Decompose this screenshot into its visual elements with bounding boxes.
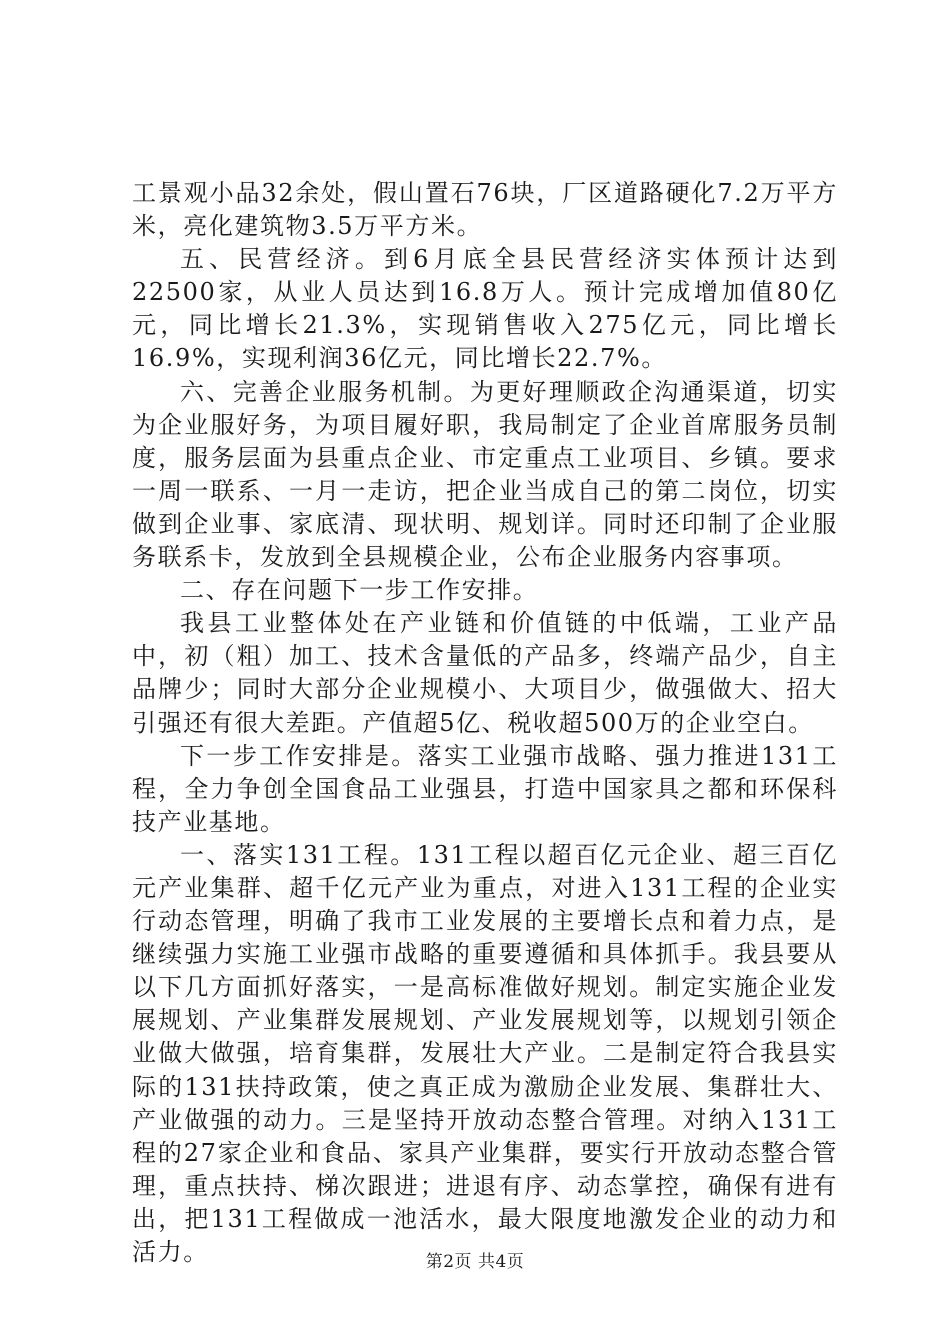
paragraph-next-steps: 下一步工作安排是。落实工业强市战略、强力推进131工程，全力争创全国食品工业强县，打造中国家具之都和环保科技产业基地。 bbox=[132, 741, 838, 836]
paragraph-service-mechanism: 六、完善企业服务机制。为更好理顺政企沟通渠道，切实为企业服好务，为项目履好职，我局制定了企业首席服务员制度，服务层面为县重点企业、市定重点工业项目、乡镇。要求一周一联系、一月一走访，把企业当成自己的第二岗位，切实做到企业事、家底清、现状明、规划详。同时还印制了企业服务联系卡，发放到全县规模企业，公布企业服务内容事项。 bbox=[132, 377, 838, 572]
section-heading-problems: 二、存在问题下一步工作安排。 bbox=[180, 576, 539, 605]
page-number-footer: 第2页 共4页 bbox=[425, 1252, 525, 1272]
paragraph-problems: 我县工业整体处在产业链和价值链的中低端，工业产品中，初（粗）加工、技术含量低的产品多，终端产品少，自主品牌少；同时大部分企业规模小、大项目少，做强做大、招大引强还有很大差距。产值超5亿、税收超500万的企业空白。 bbox=[132, 609, 838, 737]
paragraph-131-project: 一、落实131工程。131工程以超百亿元企业、超三百亿元产业集群、超千亿元产业为重点，对进入131工程的企业实行动态管理，明确了我市工业发展的主要增长点和着力点，是继续强力实施工业强市战略的重要遵循和具体抓手。我县要从以下几方面抓好落实，一是高标准做好规划。制定实施企业发展规划、产业集群发展规划、产业发展规划等，以规划引领企业做大做强，培育集群，发展壮大产业。二是制定符合我县实际的131扶持政策，使之真正成为激励企业发展、集群壮大、产业做强的动力。三是坚持开放动态整合管理。对纳入131工程的27家企业和食品、家具产业集群，要实行开放动态整合管理，重点扶持、梯次跟进；进退有序、动态掌控，确保有进有出，把131工程做成一池活水，最大限度地激发企业的动力和活力。 bbox=[132, 840, 838, 1266]
paragraph-continuation: 工景观小品32余处，假山置石76块，厂区道路硬化7.2万平方米，亮化建筑物3.5万平方米。 bbox=[132, 179, 838, 241]
document-body bbox=[132, 177, 838, 1269]
paragraph-private-economy: 五、民营经济。到6月底全县民营经济实体预计达到22500家，从业人员达到16.8万人。预计完成增加值80亿元，同比增长21.3%，实现销售收入275亿元，同比增长16.9%，实现利润36亿元，同比增长22.7%。 bbox=[132, 245, 838, 373]
